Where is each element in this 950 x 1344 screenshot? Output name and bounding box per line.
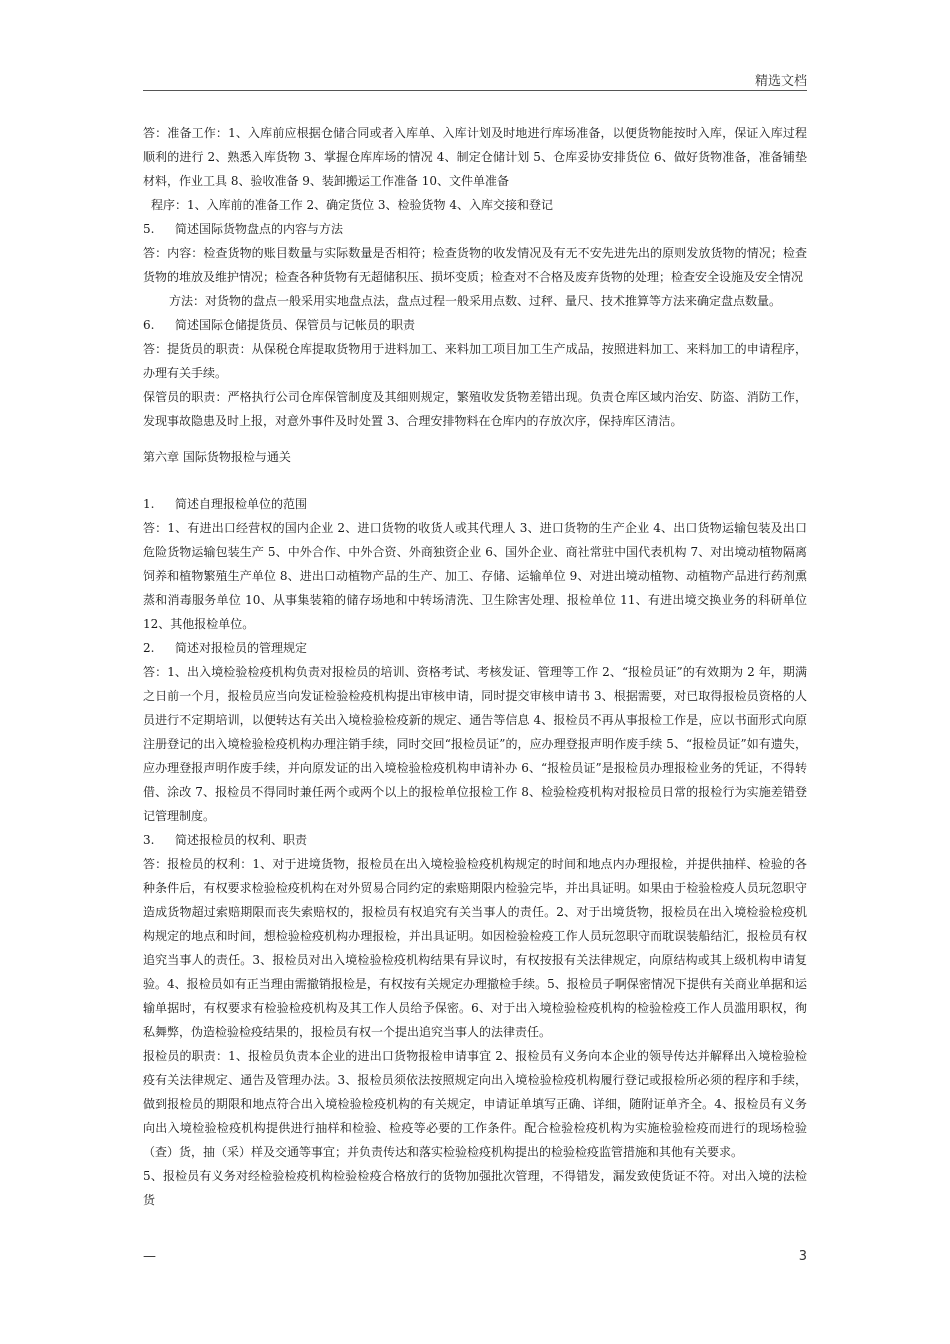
footer-dash: — bbox=[143, 1249, 156, 1264]
question-title: 简述自理报检单位的范围 bbox=[175, 497, 308, 511]
answer-1: 答：1、有进出口经营权的国内企业 2、进口货物的收货人或其代理人 3、进口货物的生产企业 4、出口货物运输包装及出口危险货物运输包装生产 5、中外合作、中外合资、外商独资企业 6、国外企业、商社常驻中国代表机构 7、对出境动植物隔离饲养和植物繁殖生产单位 8、进出口动植物产品的生产、加工、存储、运输单位 9、对进出境动植物、动植物产品进行药剂熏蒸和消毒服务单位 10、从事集装箱的储存场地和中转场清洗、卫生除害处理、报检单位 11、有进出境交换业务的科研单位 12、其他报检单位。 bbox=[143, 521, 807, 631]
question-title: 简述国际仓储提货员、保管员与记帐员的职责 bbox=[175, 318, 416, 332]
answer-3-rights: 答：报检员的权利：1、对于进境货物，报检员在出入境检验检疫机构规定的时间和地点内办理报检，并提供抽样、检验的各种条件后，有权要求检验检疫机构在对外贸易合同约定的索赔期限内检验完毕，并出具证明。如果由于检验检疫人员玩忽职守造成货物超过索赔期限而丧失索赔权的，报检员有权追究有关当事人的责任。2、对于出境货物，报检员在出入境检验检疫机构规定的地点和时间，想检验检疫机构办理报检，并出具证明。如因检验检疫工作人员玩忽职守而耽误装船结汇，报检员有权追究当事人的责任。3、报检员对出入境检验检疫机构结果有异议时，有权按报有关法律规定，向原结构或其上级机构申请复验。4、报检员如有正当理由需撤销报检是，有权按有关规定办理撤检手续。5、报检员子啊保密情况下提供有关商业单据和运输单据时，有权要求有检验检疫机构及其工作人员给予保密。6、对于出入境检验检疫机构的检验检疫工作人员滥用职权，徇私舞弊，伪造检验检疫结果的，报检员有权一个提出追究当事人的法律责任。 bbox=[143, 857, 807, 1039]
answer-6-keeper: 保管员的职责：严格执行公司仓库保管制度及其细则规定，繁殖收发货物差错出现。负责仓库区域内治安、防盗、消防工作，发现事故隐患及时上报，对意外事件及时处置 3、合理安排物料在仓库内的存放次序，保持库区清洁。 bbox=[143, 390, 807, 428]
question-3 bbox=[143, 828, 807, 852]
question-title: 简述对报检员的管理规定 bbox=[175, 641, 308, 655]
question-title: 简述国际货物盘点的内容与方法 bbox=[175, 222, 344, 236]
question-number: 3. bbox=[143, 833, 155, 847]
question-number: 5. bbox=[143, 222, 155, 236]
answer-preparation: 答：准备工作：1、入库前应根据仓储合同或者入库单、入库计划及时地进行库场准备，以便货物能按时入库，保证入库过程顺利的进行 2、熟悉入库货物 3、掌握仓库库场的情况 4、制定仓储计划 5、仓库妥协安排货位 6、做好货物准备，准备铺垫材料，作业工具 8、验收准备 9、装卸搬运工作准备 10、文件单准备 bbox=[143, 126, 807, 188]
chapter-title: 第六章 国际货物报检与通关 bbox=[143, 450, 291, 464]
question-number: 2. bbox=[143, 641, 155, 655]
page-number: 3 bbox=[798, 1249, 807, 1264]
question-number: 6. bbox=[143, 318, 155, 332]
answer-5-content: 答：内容：检查货物的账目数量与实际数量是否相符；检查货物的收发情况及有无不安先进先出的原则发放货物的情况；检查货物的堆放及维护情况；检查各种货物有无超储积压、损坏变质；检查对不合格及废弃货物的处理；检查安全设施及安全情况 bbox=[143, 246, 807, 284]
header-label: 精选文档 bbox=[754, 74, 807, 89]
answer-procedure: 程序：1、入库前的准备工作 2、确定货位 3、检验货物 4、入库交接和登记 bbox=[151, 198, 553, 212]
question-2 bbox=[143, 636, 807, 660]
answer-3-duties: 报检员的职责：1、报检员负责本企业的进出口货物报检申请事宜 2、报检员有义务向本企业的领导传达并解释出入境检验检疫有关法律规定、通告及管理办法。3、报检员须依法按照规定向出入境检验检疫机构履行登记或报检所必须的程序和手续，做到报检员的期限和地点符合出入境检验检疫机构的有关规定，申请证单填写正确、详细，随附证单齐全。4、报检员有义务向出入境检验检疫机构提供进行抽样和检验、检疫等必要的工作条件。配合检验检疫机构为实施检验检疫而进行的现场检验（查）货，抽（采）样及交通等事宜；并负责传达和落实检验检疫机构提出的检验检疫监管措施和其他有关要求。 bbox=[143, 1049, 807, 1159]
body-content bbox=[143, 121, 807, 1212]
answer-2: 答：1、出入境检验检疫机构负责对报检员的培训、资格考试、考核发证、管理等工作 2、“报检员证”的有效期为 2 年，期满之日前一个月，报检员应当向发证检验检疫机构提出审核申请，同时提交审核申请书 3、根据需要，对已取得报检员资格的人员进行不定期培训，以便转达有关出入境检验检疫新的规定、通告等信息 4、报检员不再从事报检工作是，应以书面形式向原注册登记的出入境检验检疫机构办理注销手续，同时交回“报检员证”的，应办理登报声明作废手续 5、“报检员证”如有遗失，应办理登报声明作废手续，并向原发证的出入境检验检疫机构申请补办 6、“报检员证”是报检员办理报检业务的凭证，不得转借、涂改 7、报检员不得同时兼任两个或两个以上的报检单位报检工作 8、检验检疫机构对报检员日常的报检行为实施差错登记管理制度。 bbox=[143, 665, 807, 823]
question-title: 简述报检员的权利、职责 bbox=[175, 833, 308, 847]
answer-5-method: 方法：对货物的盘点一般采用实地盘点法，盘点过程一般采用点数、过秤、量尺、技术推算等方法来确定盘点数量。 bbox=[169, 294, 782, 308]
header-rule bbox=[143, 90, 807, 91]
answer-6-picker: 答：提货员的职责：从保税仓库提取货物用于进料加工、来料加工项目加工生产成品，按照进料加工、来料加工的申请程序，办理有关手续。 bbox=[143, 342, 807, 380]
question-number: 1. bbox=[143, 497, 155, 511]
question-1 bbox=[143, 492, 807, 516]
answer-3-duty-5: 5、报检员有义务对经检验检疫机构检验检疫合格放行的货物加强批次管理，不得错发，漏发致使货证不符。对出入境的法检货 bbox=[143, 1169, 807, 1207]
question-6 bbox=[143, 313, 807, 337]
question-5 bbox=[143, 217, 807, 241]
